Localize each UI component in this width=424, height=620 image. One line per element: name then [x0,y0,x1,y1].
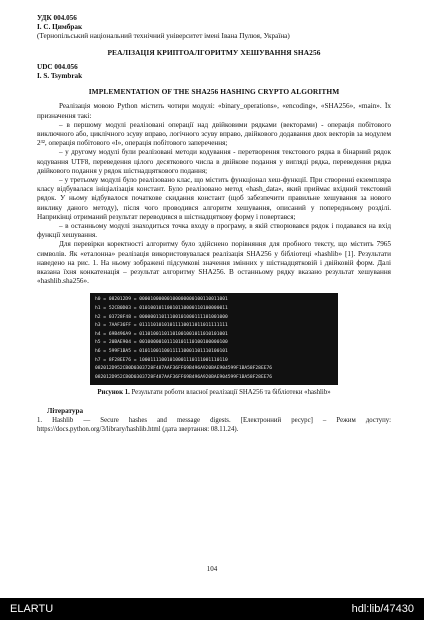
viewer-footer [0,598,424,620]
list-item: – у другому модулі були реалізовані методи кодування - перетворення текстового рядка в бінарний рядок кодування UTF8, переведення цілого десяткового числа в двійкове подання у вигляді рядка, переведення рядка двійкового подання у рядок шістнадцяткового подання; [37,148,391,175]
list-item: – в останньому модулі знаходиться точка входу в програму, в якій створювався рядок і подавався на вхід функції хешування. [37,222,391,240]
console-line: h1 = 52CB0D03 = 01010010110010110000110100000011 [95,306,228,312]
reference-item: 1. Hashlib — Secure hashes and message digests. [Електронний ресурс] – Режим доступу: https://docs.python.org/3/library/hashlib.html (дата звертання: 08.11.24). [37,416,391,434]
title-en: IMPLEMENTATION OF THE SHA256 HASHING CRYPTO ALGORITHM [88,87,340,97]
page-content [37,14,391,434]
figure [37,293,391,385]
references-heading: Література [47,406,84,415]
console-line: h0 = 082012D9 = 00001000000100000000100110011001 [95,297,228,303]
caption-label: Рисунок 1. [97,389,130,397]
list-item: – у третьому модулі було реалізовано клас, що містить функціонал хеш-функції. При створенні екземпляра класу відбувалася ініціалізація констант. Було реалізовано метод «hash_data», який приймає вхідний текстовий рядок. У ньому відбувалося початкове скидання констант (щоб забезпечити правильне хешування за нового виклику даного методу), після чого проводився алгоритм хешування, описаний у попередньому розділі. Наприкінці отриманий результат переводився в шістнадцяткову форму і повертався; [37,176,391,221]
intro-paragraph: Реалізація мовою Python містить чотири модулі: «binary_operations», «encoding», «SHA256», «main». Їх призначення такі: [37,102,391,120]
list-item: – в першому модулі реалізовані операції над двійковими рядками (векторами) - операція побітового виключного або, циклічного зсуву вправо, логічного зсуву вправо, двійкового додавання двох векторів за модулем 2³², операція побітового «І», операція побітового заперечення; [37,120,391,148]
author-ua: І. С. Цимбрак [37,23,83,32]
page-number: 104 [206,565,218,573]
udc-ua: УДК 004.056 [37,14,77,22]
author-en: I. S. Tsymbrak [37,72,83,81]
figure-caption [37,388,391,397]
console-line: 082012D952CB0D0303728F487AAF36FF69B496A920BAE904599F1BA58F28EE76 [95,366,273,372]
handle-label: hdl:lib/47430 [351,603,414,615]
verification-paragraph: Для перевірки коректності алгоритму було здійснено порівняння для пробного тексту, що містить 7965 символів. Як «еталонна» реалізація використовувалася реалізація SHA256 у бібліотеці «hashlib» [1]. Результати наведено на рис. 1. На ньому зображені підсумкові значення змінних у шістнадцятковій і двійковій форм. Далі вказана їхня конкатенація – результат алгоритму SHA256. В останньому рядку вказано результат хешування «hashlib.sha256». [37,240,391,286]
console-line: h2 = 03728F48 = 00000011011100101000111101001000 [95,314,228,320]
console-line: h6 = 599F1BA5 = 01011001100111110001101110100101 [95,349,228,355]
console-line: 082012D952CB0D0303728F487AAF36FF69B496A920BAE904599F1BA58F28EE76 [95,374,273,380]
affiliation-ua: (Тернопільський національний технічний університет імені Івана Пулюя, Україна) [37,32,290,41]
console-line: h7 = 8F28EE76 = 10001111001010001110111001110110 [95,357,228,363]
console-line: h4 = 69B496A9 = 01101001101101001001011010101001 [95,331,228,337]
console-line: h5 = 20BAE904 = 00100000101110101110100100000100 [95,340,228,346]
console-screenshot [90,293,338,385]
repository-label: ELARTU [10,603,54,615]
caption-text: Результати роботи власної реалізації SHA256 та бібліотеки «hashlib» [129,389,331,397]
title-ua: РЕАЛІЗАЦІЯ КРИПТОАЛГОРИТМУ ХЕШУВАННЯ SHA256 [107,47,321,57]
udc-en: UDC 004.056 [37,62,78,71]
console-line: h3 = 7AAF36FF = 01111010101011110011011011111111 [95,323,228,329]
